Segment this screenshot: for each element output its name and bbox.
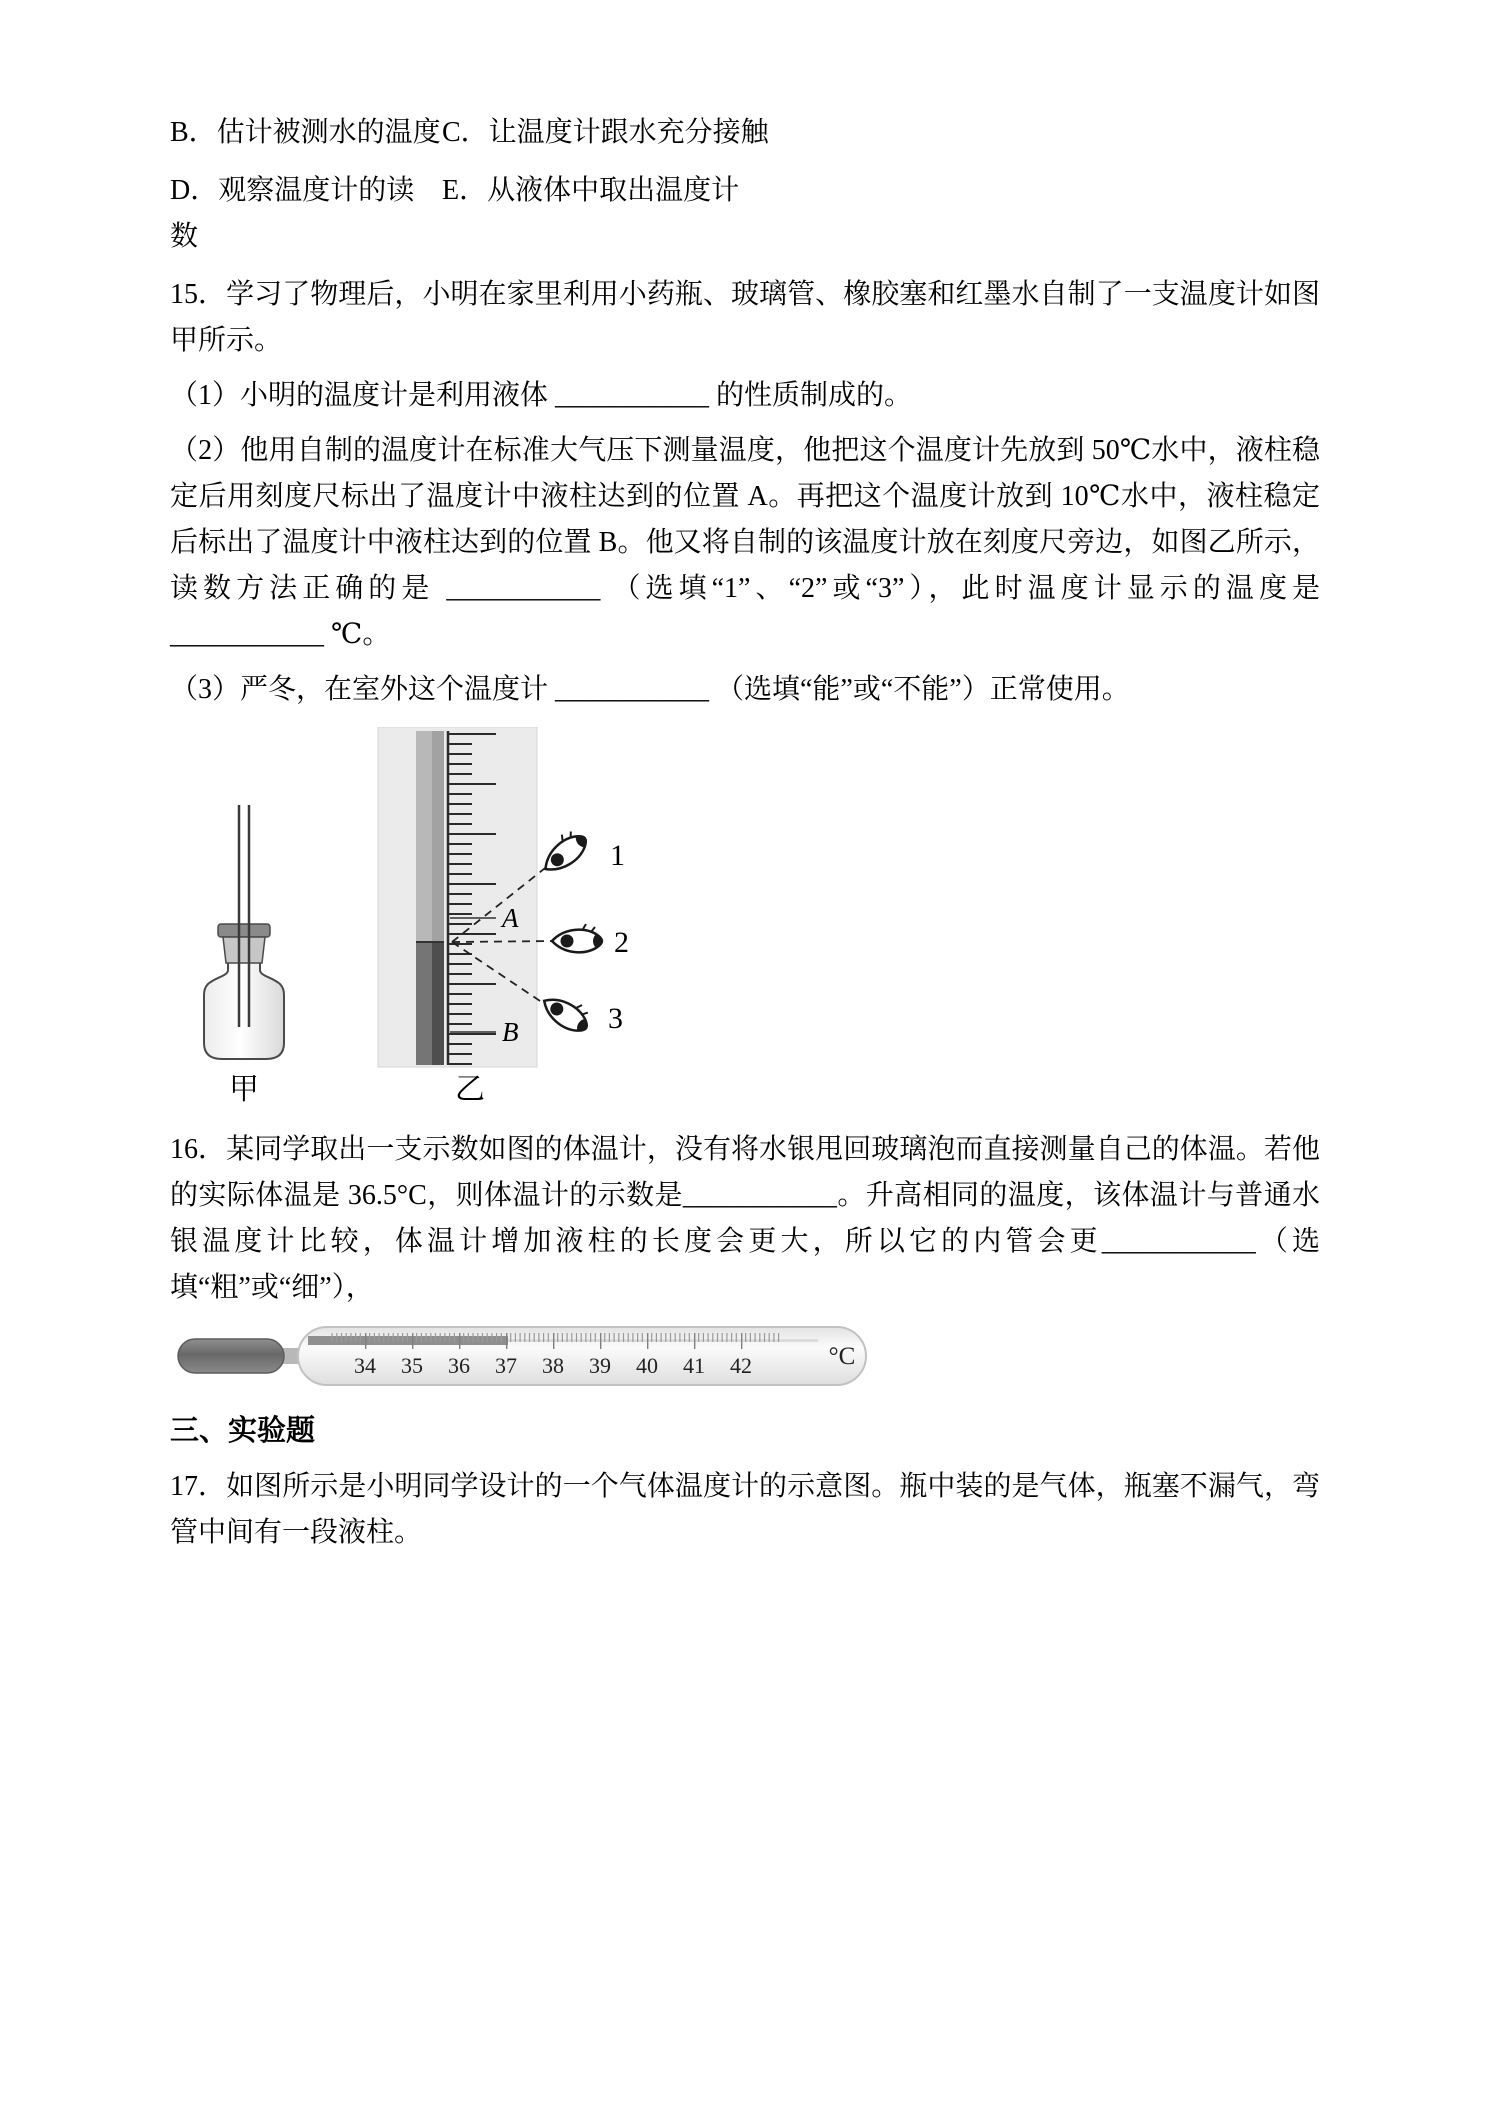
option-b: B．估计被测水的温度 — [170, 117, 441, 148]
bottle-stopper-flange — [218, 924, 270, 937]
thermometer-unit: °C — [828, 1343, 856, 1370]
option-e: E．从液体中取出温度计 — [442, 175, 740, 206]
liquid-column-core — [432, 942, 444, 1065]
scale-number: 36 — [448, 1353, 470, 1378]
bottle-stopper — [223, 937, 265, 963]
question-17: 17．如图所示是小明同学设计的一个气体温度计的示意图。瓶中装的是气体，瓶塞不漏气，弯管中间有一段液柱。 — [170, 1471, 1320, 1548]
scale-number: 42 — [730, 1353, 752, 1378]
option-d: D．观察温度计的读数 — [170, 175, 415, 252]
options-row-2 — [170, 168, 1320, 260]
options-row-1 — [170, 110, 1320, 156]
option-c: C．让温度计跟水充分接触 — [442, 117, 769, 148]
medicine-bottle — [204, 805, 284, 1059]
bottle-figure-label: 甲 — [229, 1073, 259, 1106]
figure-clinical-thermometer — [170, 1321, 1318, 1396]
eye-label-2: 2 — [614, 926, 629, 959]
eye-3-icon — [538, 987, 595, 1038]
question-15-part3: （3）严冬，在室外这个温度计 ___________ （选填“能”或“不能”）正常使用。 — [170, 674, 1130, 705]
question-16: 16．某同学取出一支示数如图的体温计，没有将水银甩回玻璃泡而直接测量自己的体温。若他的实际体温是 36.5°C，则体温计的示数是___________。升高相同的温度，该体温计与普通水银温度计比较，体温计增加液柱的长度会更大，所以它的内管会更___________（选填“粗”或“细”）， — [170, 1134, 1320, 1303]
ruler-panel — [378, 727, 537, 1067]
question-15-part1: （1）小明的温度计是利用液体 ___________ 的性质制成的。 — [170, 380, 913, 411]
scale-number: 39 — [589, 1353, 611, 1378]
scale-number: 35 — [401, 1353, 423, 1378]
scale-number: 34 — [354, 1353, 376, 1378]
mark-a-label: A — [502, 903, 519, 933]
bottle-body — [204, 961, 284, 1059]
thermometer-scale-ticks — [330, 1329, 782, 1353]
ruler-scale-ticks — [448, 733, 498, 1065]
ruler-figure-label: 乙 — [455, 1073, 485, 1106]
scale-number: 38 — [542, 1353, 564, 1378]
scale-number: 40 — [636, 1353, 658, 1378]
thermometer-bulb — [178, 1339, 284, 1373]
eye-2-icon — [552, 924, 602, 952]
figure-homemade-thermometer — [170, 727, 1318, 1117]
question-15-part2: （2）他用自制的温度计在标准大气压下测量温度，他把这个温度计先放到 50℃水中，液柱稳定后用刻度尺标出了温度计中液柱达到的位置 A。再把这个温度计放到 10℃水中，液柱稳定后标出了温度计中液柱达到的位置 B。他又将自制的该温度计放在刻度尺旁边，如图乙所示，读数方法正确的是 ___________ （选填“1”、“2”或“3”），此时温度计显示的温度是 ___________ ℃。 — [170, 435, 1320, 650]
thermometer-scale-numbers — [354, 1353, 752, 1378]
eye-label-3: 3 — [608, 1002, 623, 1035]
mark-b-label: B — [502, 1017, 519, 1047]
scale-number: 41 — [683, 1353, 705, 1378]
section-heading-experiments: 三、实验题 — [170, 1415, 316, 1447]
question-15-intro: 15．学习了物理后，小明在家里利用小药瓶、玻璃管、橡胶塞和红墨水自制了一支温度计如图甲所示。 — [170, 279, 1320, 356]
scale-number: 37 — [495, 1353, 517, 1378]
eye-label-1: 1 — [610, 839, 625, 872]
